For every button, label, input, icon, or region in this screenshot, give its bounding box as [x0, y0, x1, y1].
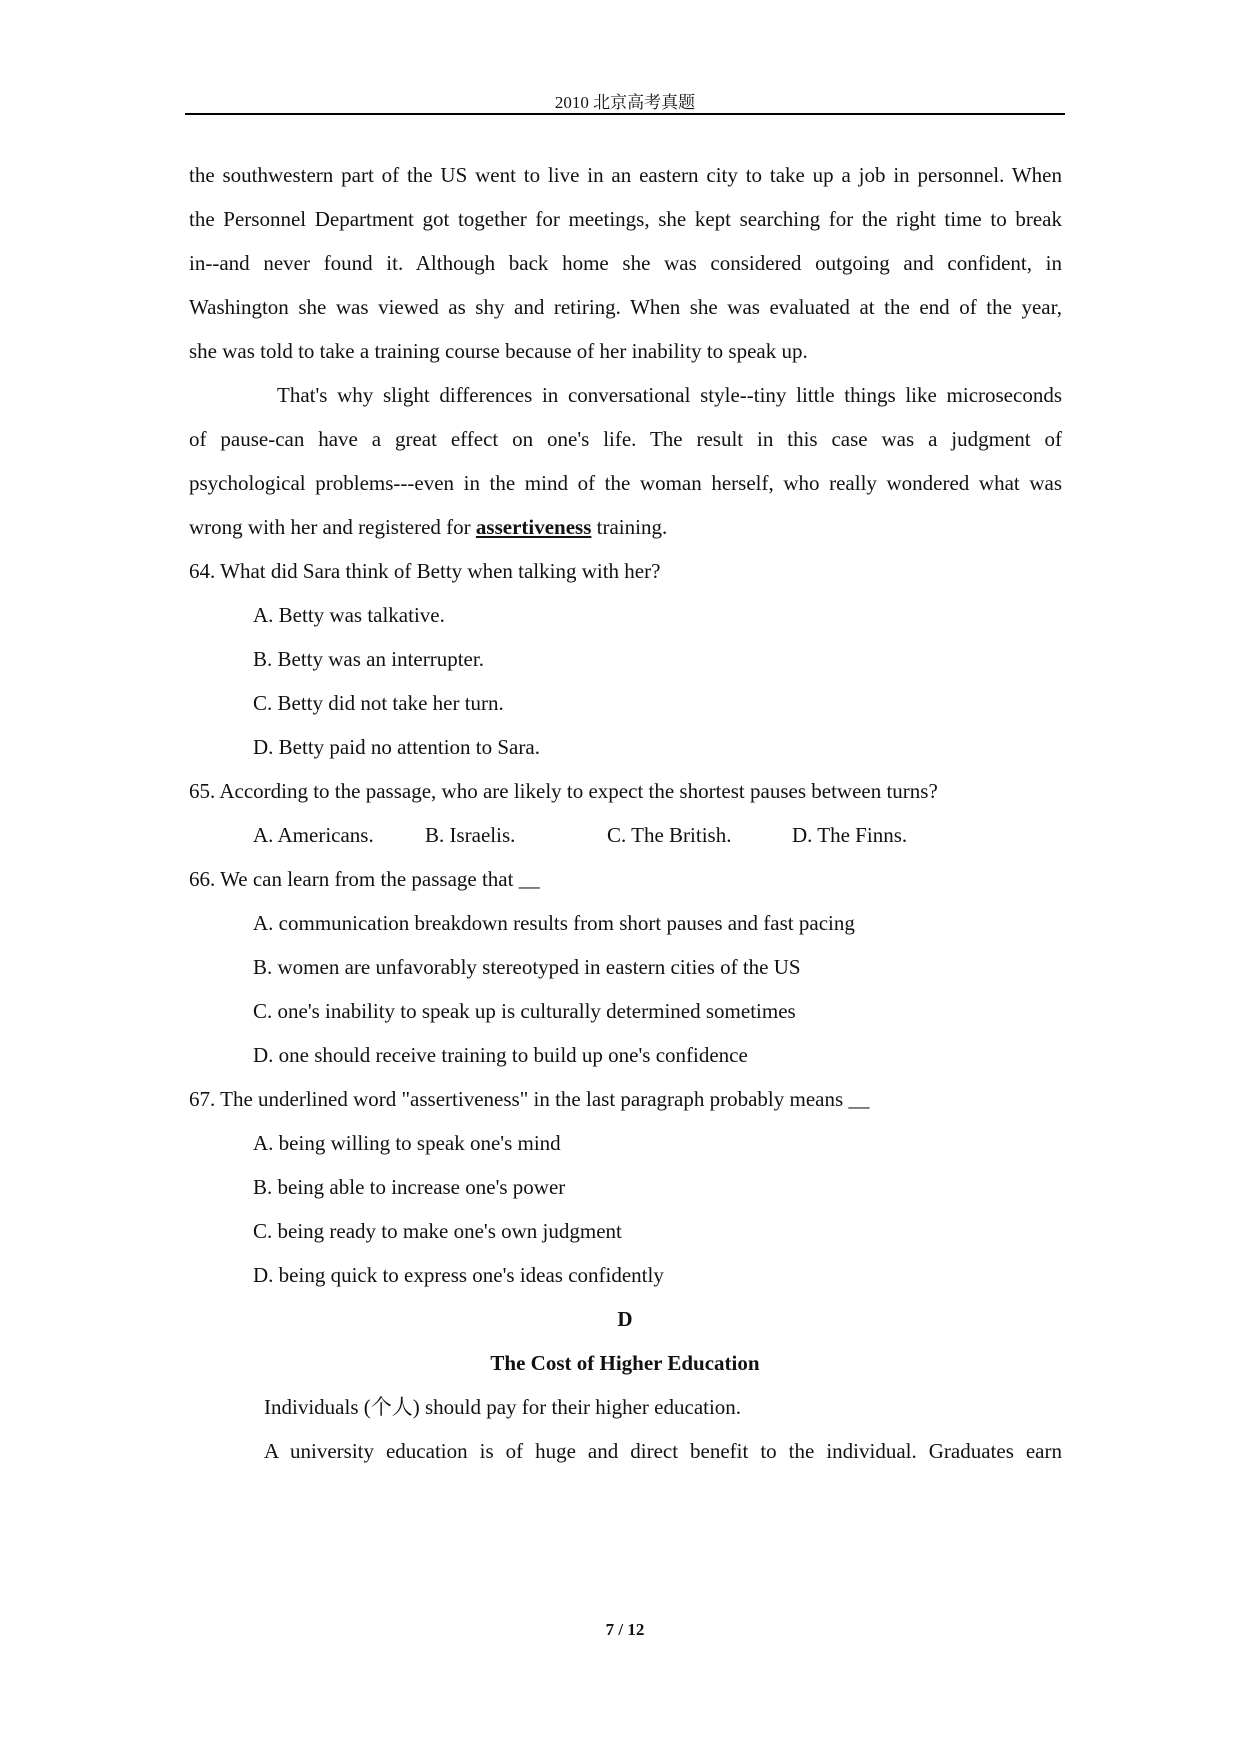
question-66-option-b: B. women are unfavorably stereotyped in eastern cities of the US — [253, 955, 801, 979]
question-65-stem: 65. According to the passage, who are likely to expect the shortest pauses between turns? — [189, 779, 938, 803]
question-66-stem: 66. We can learn from the passage that __ — [189, 867, 540, 891]
question-64-option-c: C. Betty did not take her turn. — [253, 691, 504, 715]
question-64-option-a: A. Betty was talkative. — [253, 603, 445, 627]
question-65-option-d: D. The Finns. — [792, 823, 908, 847]
section-letter: D — [617, 1307, 633, 1331]
passage-line: That's why slight differences in conversational style--tiny little things like microseconds — [277, 383, 1062, 407]
passage-line: Washington she was viewed as shy and retiring. When she was evaluated at the end of the year, — [189, 295, 1062, 319]
question-64-option-d: D. Betty paid no attention to Sara. — [253, 735, 540, 759]
underlined-word: assertiveness — [475, 515, 592, 539]
header-rule — [185, 113, 1065, 115]
passage-text: training. — [591, 515, 668, 539]
passage-line-last — [189, 514, 1062, 540]
question-67-option-c: C. being ready to make one's own judgment — [253, 1219, 622, 1243]
question-67-option-a: A. being willing to speak one's mind — [253, 1131, 561, 1155]
passage-line: in--and never found it. Although back home she was considered outgoing and confident, in — [189, 251, 1062, 275]
passage-text: wrong with her and registered for — [189, 515, 476, 539]
passage-line: the Personnel Department got together for meetings, she kept searching for the right time to break — [189, 207, 1062, 231]
question-67-option-d: D. being quick to express one's ideas confidently — [253, 1263, 664, 1287]
question-67-option-b: B. being able to increase one's power — [253, 1175, 566, 1199]
question-65-option-b: B. Israelis. — [425, 823, 516, 847]
question-64-stem: 64. What did Sara think of Betty when talking with her? — [189, 559, 661, 583]
question-67-stem: 67. The underlined word "assertiveness" in the last paragraph probably means __ — [189, 1087, 870, 1111]
question-66-option-a: A. communication breakdown results from short pauses and fast pacing — [253, 911, 855, 935]
page-number: 7 / 12 — [605, 1620, 645, 1639]
question-64-option-b: B. Betty was an interrupter. — [253, 647, 484, 671]
section-paragraph: Individuals (个人) should pay for their higher education. — [264, 1395, 742, 1419]
question-65-option-c: C. The British. — [607, 823, 732, 847]
question-65-option-a: A. Americans. — [253, 823, 374, 847]
passage-line: she was told to take a training course because of her inability to speak up. — [189, 339, 808, 363]
passage-line: the southwestern part of the US went to live in an eastern city to take up a job in personnel. When — [189, 163, 1062, 187]
question-66-option-c: C. one's inability to speak up is culturally determined sometimes — [253, 999, 796, 1023]
page-header: 2010 北京高考真题 — [554, 93, 696, 112]
passage-line: of pause-can have a great effect on one's life. The result in this case was a judgment of — [189, 427, 1062, 451]
section-paragraph: A university education is of huge and direct benefit to the individual. Graduates earn — [264, 1439, 1062, 1463]
passage-line: psychological problems---even in the mind of the woman herself, who really wondered what was — [189, 471, 1062, 495]
section-title: The Cost of Higher Education — [490, 1351, 760, 1375]
question-66-option-d: D. one should receive training to build up one's confidence — [253, 1043, 748, 1067]
